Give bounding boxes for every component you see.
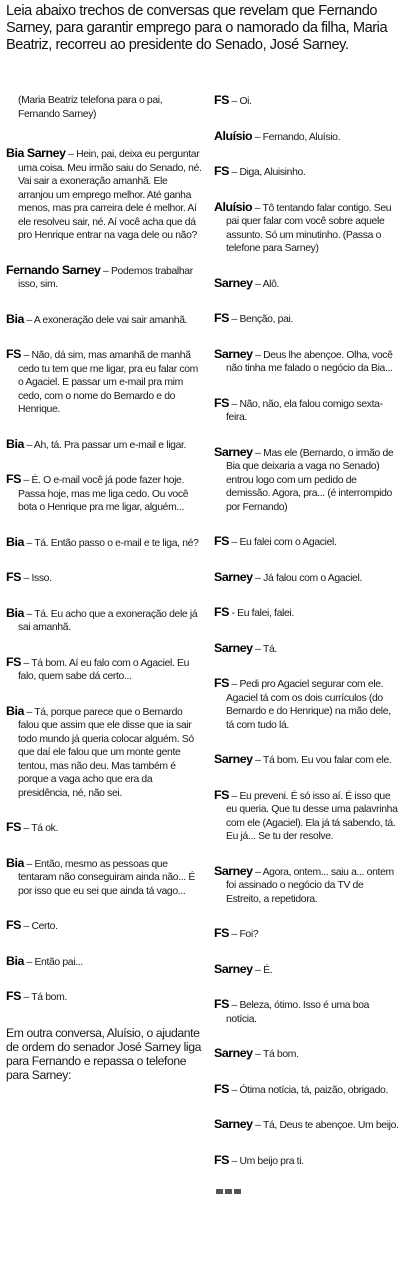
speaker-name: FS — [6, 570, 21, 584]
left-dialogue-list — [6, 147, 202, 1005]
speaker-name: Sarney — [214, 1046, 253, 1060]
dialogue-line — [6, 656, 202, 684]
dialogue-text: – Diga, Aluisinho. — [228, 167, 306, 178]
dialogue-text: – A exoneração dele vai sair amanhã. — [23, 314, 188, 326]
speaker-name: Sarney — [214, 1117, 253, 1131]
dialogue-line — [214, 963, 400, 978]
dialogue-line — [214, 789, 400, 844]
dialogue-text: – Não, não, ela falou comigo sexta-feira. — [226, 398, 383, 423]
speaker-name: FS — [214, 311, 229, 325]
dialogue-line — [214, 998, 400, 1026]
end-mark-square — [225, 1189, 232, 1194]
end-mark-square — [216, 1189, 223, 1194]
dialogue-line — [214, 94, 400, 109]
left-column — [6, 94, 202, 1082]
dialogue-text: – Então pai... — [23, 956, 83, 968]
dialogue-line — [6, 473, 202, 515]
dialogue-line — [214, 312, 400, 327]
dialogue-line — [214, 606, 400, 621]
intro-paragraph: Leia abaixo trechos de conversas que revelam que Fernando Sarney, para garantir emprego para o namorado da filha, Maria Beatriz, recorreu ao presidente do Senado, José Sarney. — [6, 3, 388, 53]
dialogue-line — [214, 677, 400, 732]
dialogue-text: – Tá, porque parece que o Bernardo falou que assim que ele disse que ia sair todo mundo já queria colocar alguém. Só que daí ele falou que um monte gente tentou, mas não deu. Mas também é porque a vaga acho que era da presidência, né, não sei. — [18, 706, 194, 799]
speaker-name: FS — [6, 820, 21, 834]
speaker-name: Bia — [6, 436, 24, 451]
speaker-name: Sarney — [214, 640, 253, 655]
dialogue-text: – Um beijo pra ti. — [228, 1155, 304, 1167]
dialogue-line — [6, 264, 202, 292]
dialogue-text: – Certo. — [20, 921, 58, 932]
dialogue-line — [6, 857, 202, 899]
speaker-name: Sarney — [214, 444, 253, 459]
dialogue-text: - Eu falei, falei. — [228, 608, 294, 619]
dialogue-line — [6, 607, 202, 635]
speaker-name: FS — [214, 395, 229, 410]
dialogue-line — [214, 446, 400, 515]
dialogue-line — [6, 919, 202, 934]
speaker-name: Sarney — [214, 275, 253, 290]
dialogue-line — [214, 927, 400, 942]
dialogue-text: – Tá bom. — [20, 992, 67, 1003]
dialogue-text: – Isso. — [20, 573, 52, 584]
dialogue-text: – Tá ok. — [20, 823, 59, 834]
speaker-name: Bia — [6, 311, 24, 326]
speaker-name: FS — [214, 787, 229, 802]
speaker-name: FS — [214, 676, 229, 690]
dialogue-text: – Ótima notícia, tá, paizão, obrigado. — [228, 1084, 388, 1096]
dialogue-text: – Tô tentando falar contigo. Seu pai quer falar com você sobre aquele assunto. Só um minutinho. (Passa o telefone para Sarney) — [226, 202, 392, 254]
speaker-name: FS — [214, 605, 229, 619]
dialogue-text: – Oi. — [228, 96, 252, 107]
speaker-name: FS — [214, 1152, 229, 1167]
dialogue-text: – Tá bom. — [252, 1049, 299, 1060]
speaker-name: FS — [6, 347, 21, 361]
right-column — [214, 94, 400, 1194]
speaker-name: FS — [214, 93, 229, 107]
dialogue-text: – Benção, pai. — [228, 314, 294, 325]
dialogue-line — [6, 313, 202, 328]
dialogue-line — [6, 536, 202, 551]
dialogue-line — [6, 990, 202, 1005]
dialogue-line — [6, 438, 202, 453]
dialogue-text: – Tá, Deus te abençoe. Um beijo. — [252, 1120, 399, 1131]
dialogue-text: – É. — [252, 964, 273, 976]
speaker-name: Aluísio — [214, 128, 253, 143]
dialogue-line — [214, 277, 400, 292]
dialogue-text: – Deus lhe abençoe. Olha, você não tinha me falado o negócio da Bia... — [226, 349, 393, 374]
dialogue-line — [6, 571, 202, 586]
narration-paragraph: Em outra conversa, Aluísio, o ajudante de ordem do senador José Sarney liga para Fernando e repassa o telefone para Sarney: — [6, 1025, 201, 1082]
speaker-name: Sarney — [214, 863, 253, 878]
dialogue-line — [214, 397, 400, 425]
dialogue-line — [6, 147, 202, 243]
dialogue-line — [6, 348, 202, 417]
speaker-name: FS — [6, 472, 21, 486]
dialogue-text: – Então, mesmo as pessoas que tentaram não conseguiram ainda não... É por isso que eu sei que ainda tá vago... — [18, 858, 195, 897]
dialogue-line — [214, 571, 400, 586]
end-mark-square — [234, 1189, 241, 1194]
speaker-name: FS — [214, 926, 229, 940]
speaker-name: Bia — [6, 855, 24, 870]
dialogue-text: – Tá. Eu acho que a exoneração dele já sai amanhã. — [18, 608, 198, 633]
end-mark-icon — [216, 1189, 400, 1194]
dialogue-text: – Mas ele (Bernardo, o irmão de Bia que deixaria a vaga no Senado) entrou logo com um pedido de demissão. Agora, pra... (é interrompido por Fernando) — [226, 447, 394, 513]
dialogue-line — [214, 130, 400, 145]
dialogue-line — [6, 705, 202, 801]
dialogue-line — [214, 1118, 400, 1133]
speaker-name: FS — [214, 534, 229, 548]
dialogue-line — [6, 821, 202, 836]
speaker-name: Sarney — [214, 346, 253, 361]
speaker-name: FS — [6, 654, 21, 669]
dialogue-line — [214, 535, 400, 550]
speaker-name: FS — [214, 164, 229, 178]
speaker-name: FS — [214, 997, 229, 1011]
dialogue-text: – Já falou com o Agaciel. — [252, 572, 362, 584]
left-stage-note: (Maria Beatriz telefona para o pai, Fernando Sarney) — [18, 95, 163, 120]
dialogue-text: – Agora, ontem... saiu a... ontem foi assinado o negócio da TV de Estreito, a repetidora. — [226, 866, 394, 905]
dialogue-text: – Alô. — [252, 278, 280, 290]
dialogue-text: – Podemos trabalhar isso, sim. — [18, 265, 193, 290]
dialogue-line — [214, 165, 400, 180]
speaker-name: Bia — [6, 953, 24, 968]
dialogue-line — [214, 642, 400, 657]
dialogue-line — [214, 1083, 400, 1098]
speaker-name: FS — [214, 1081, 229, 1096]
dialogue-text: – Não, dá sim, mas amanhã de manhã cedo tu tem que me ligar, pra eu falar com o Agaciel. E passar um e-mail pra mim cedo, com o nome do Bernardo e do Henrique. — [18, 350, 198, 415]
dialogue-text: – Eu preveni. É só isso aí. É isso que eu queria. Que tu desse uma palavrinha com ele (Agaciel). Ela já tá sabendo, tá. Eu já... Se tu der resolve. — [226, 790, 398, 842]
dialogue-text: – Tá bom. Eu vou falar com ele. — [252, 755, 392, 766]
dialogue-line — [214, 201, 400, 256]
speaker-name: Fernando Sarney — [6, 262, 101, 277]
speaker-name: Aluísio — [214, 199, 253, 214]
speaker-name: FS — [6, 989, 21, 1003]
dialogue-text: – Tá. — [252, 643, 277, 655]
dialogue-text: – Foi? — [228, 929, 259, 940]
dialogue-line — [214, 865, 400, 907]
dialogue-text: – Tá. Então passo o e-mail e te liga, né? — [23, 537, 199, 549]
speaker-name: Sarney — [214, 752, 253, 766]
dialogue-line — [214, 753, 400, 768]
speaker-name: Sarney — [214, 961, 253, 976]
dialogue-text: – Tá bom. Aí eu falo com o Agaciel. Eu falo, quem sabe dá certo... — [18, 657, 190, 682]
dialogue-line — [214, 1047, 400, 1062]
speaker-name: Sarney — [214, 569, 253, 584]
speaker-name: Bia — [6, 605, 24, 620]
dialogue-text: – É. O e-mail você já pode fazer hoje. Passa hoje, mas me liga cedo. Ou você bota o Henrique pra me ligar, alguém... — [18, 475, 189, 513]
right-dialogue-list — [214, 94, 400, 1168]
dialogue-text: – Eu falei com o Agaciel. — [228, 537, 337, 548]
speaker-name: Bia — [6, 703, 24, 718]
dialogue-text: – Hein, pai, deixa eu perguntar uma coisa. Meu irmão saiu do Senado, né. Vai sair a exoneração amanhã. Ele arranjou um emprego melhor. Até ganha menos, mas pra carreira dele é melhor. Aí ele resolveu sair, né. Aí você acha que dá pro Henrique entrar na vaga dele ou não? — [18, 149, 202, 241]
dialogue-text: – Beleza, ótimo. Isso é uma boa notícia. — [226, 1000, 370, 1025]
dialogue-line — [6, 955, 202, 970]
dialogue-line — [214, 348, 400, 376]
speaker-name: Bia Sarney — [6, 146, 66, 160]
dialogue-text: – Ah, tá. Pra passar um e-mail e ligar. — [23, 439, 187, 451]
dialogue-text: – Fernando, Aluísio. — [252, 131, 341, 143]
speaker-name: FS — [6, 918, 21, 932]
dialogue-text: – Pedi pro Agaciel segurar com ele. Agaciel tá com os dois currículos (do Bernardo e do Henrique) na mão dele, tá com tudo lá. — [226, 679, 391, 731]
dialogue-line — [214, 1154, 400, 1169]
speaker-name: Bia — [6, 534, 24, 549]
